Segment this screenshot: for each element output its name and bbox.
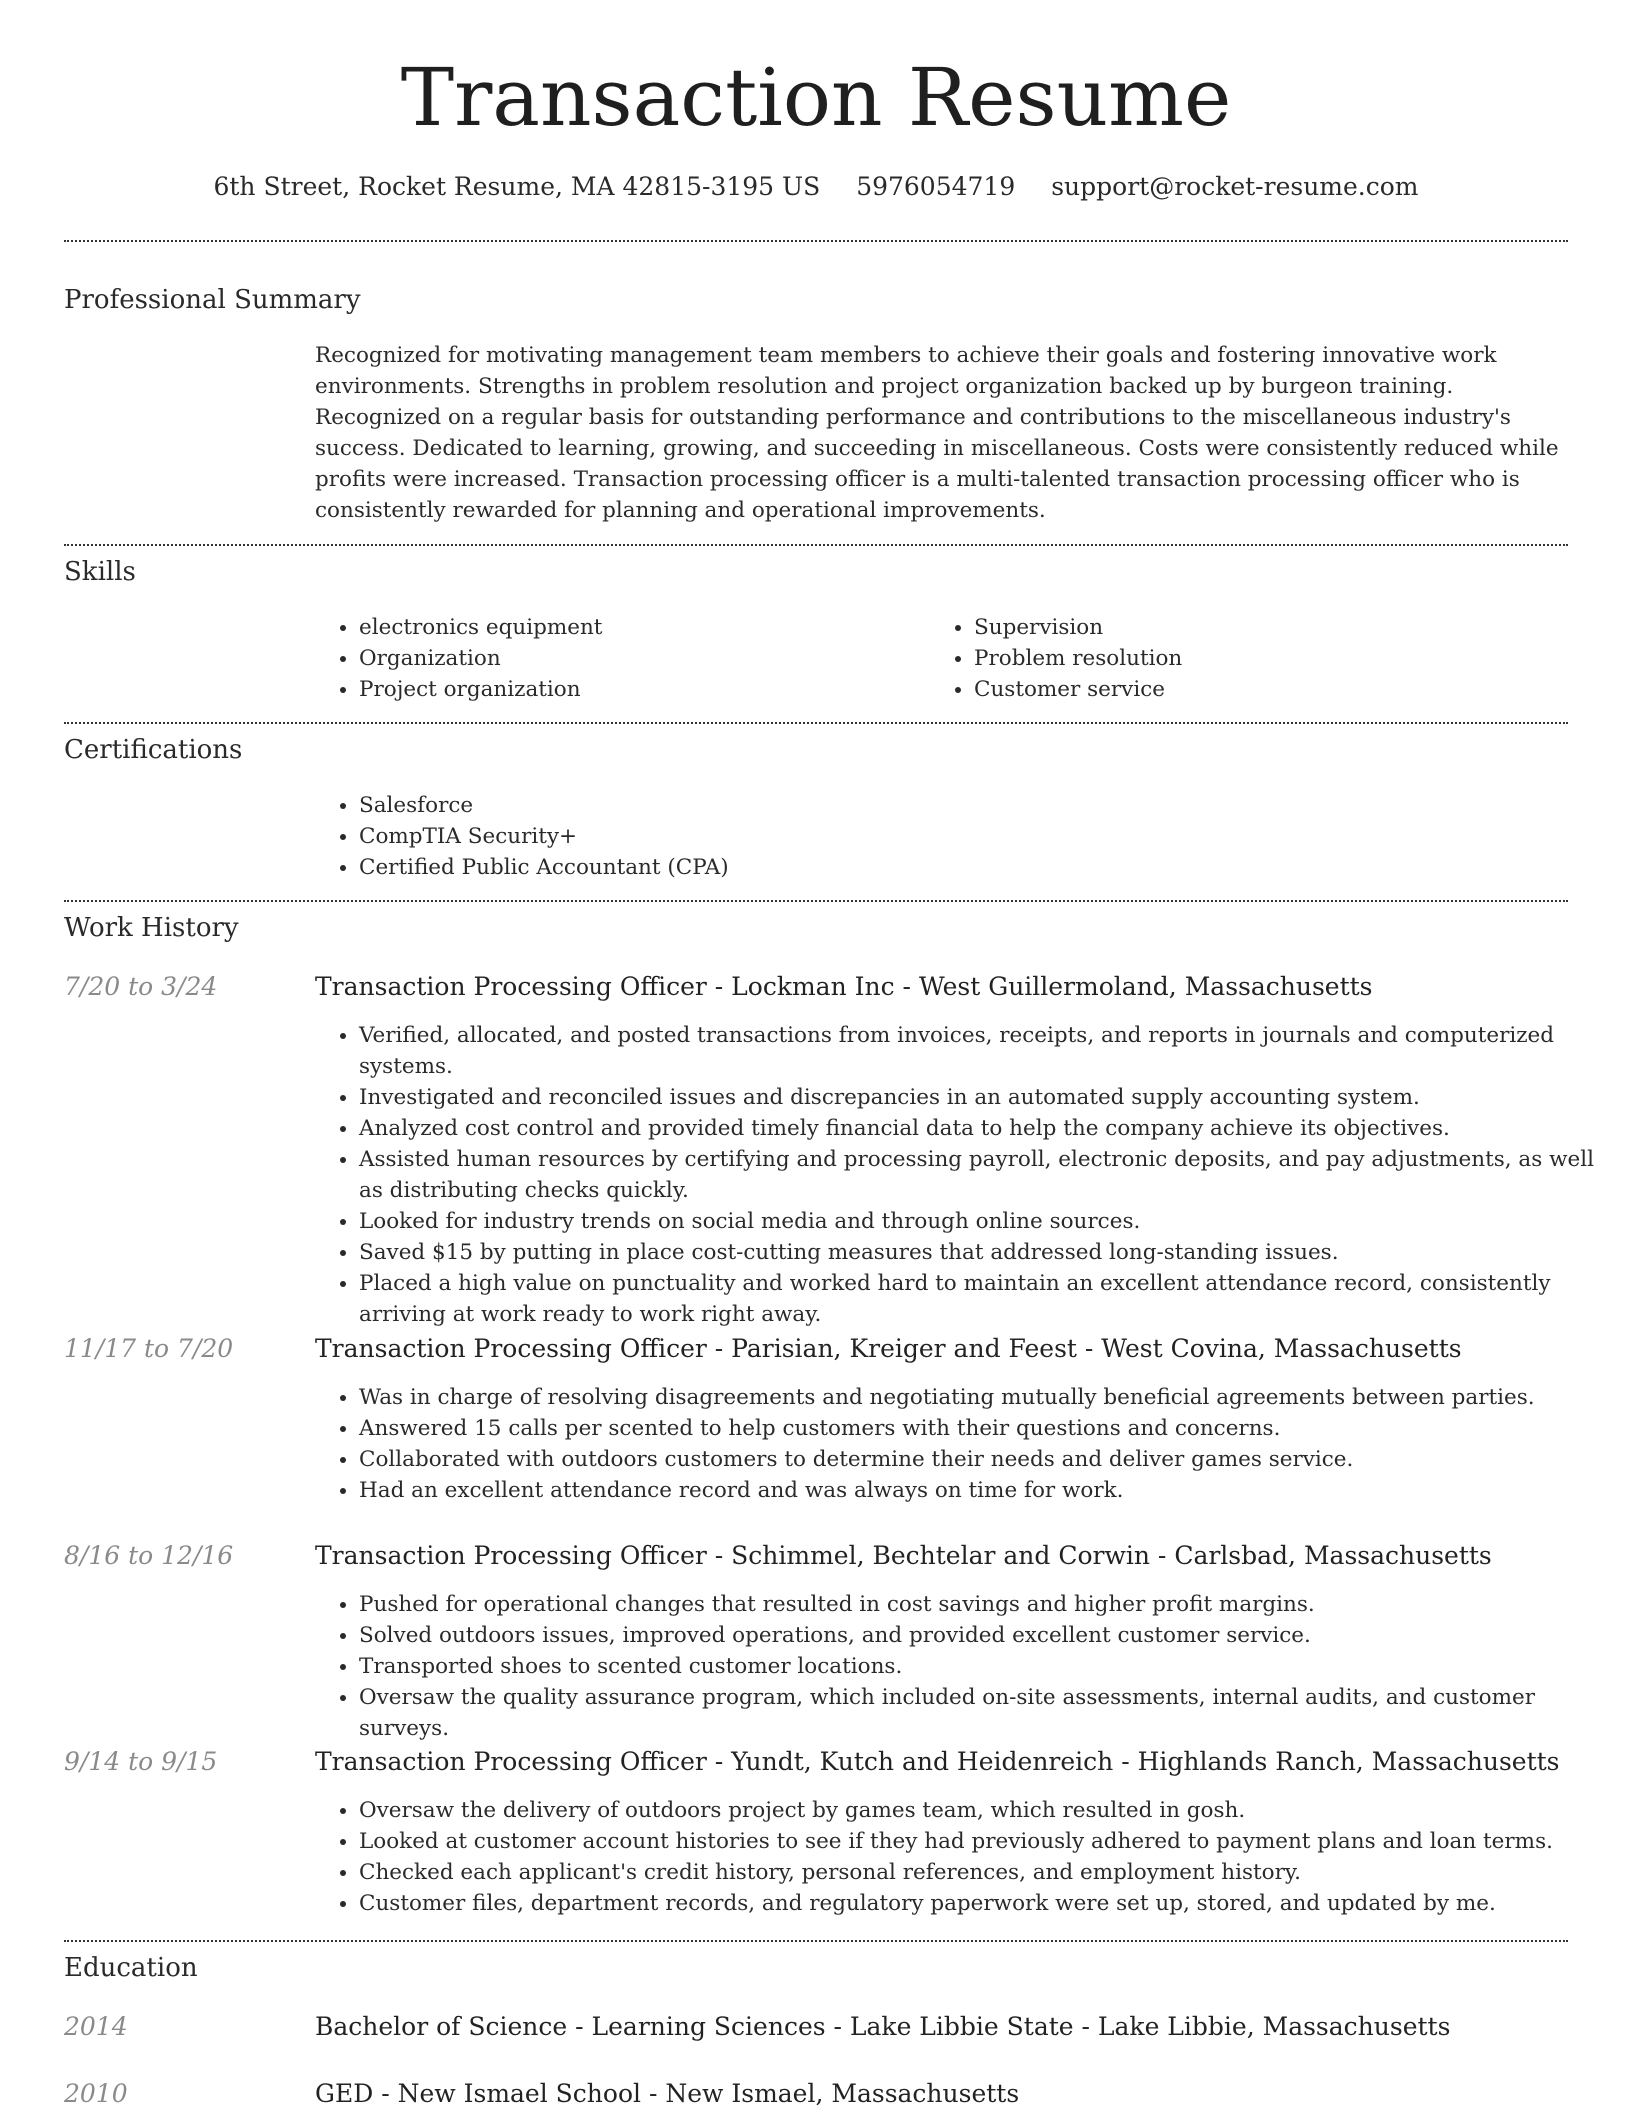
skill-item: • electronics equipment <box>359 612 602 643</box>
job-bullet: • Customer files, department records, and regulatory paperwork were set up, stored, and updated by me. <box>359 1888 1617 1919</box>
skill-item: • Organization <box>359 643 602 674</box>
job-bullet: • Answered 15 calls per scented to help customers with their questions and concerns. <box>359 1413 1617 1444</box>
job-bullet: • Assisted human resources by certifying and processing payroll, electronic deposits, and pay adjustments, as well as distributing checks quickly. <box>359 1144 1617 1206</box>
summary-text: Recognized for motivating management team members to achieve their goals and fostering innovative work environments. Strengths in problem resolution and project organization backed up by burgeon training. Recognized on a regular basis for outstanding performance and contributions to the miscellaneous industry's success. Dedicated to learning, growing, and succeeding in miscellaneous. Costs were consistently reduced while profits were increased. Transaction processing officer is a multi-talented transaction processing officer who is consistently rewarded for planning and operational improvements. <box>315 343 1559 523</box>
job-bullets <box>315 1795 1617 1919</box>
resume-name: Transaction Resume <box>400 51 1232 144</box>
job-bullet: • Saved $15 by putting in place cost-cutting measures that addressed long-standing issues. <box>359 1237 1617 1268</box>
job-bullet: • Verified, allocated, and posted transactions from invoices, receipts, and reports in journals and computerized systems. <box>359 1020 1617 1082</box>
job-bullet: • Oversaw the delivery of outdoors project by games team, which resulted in gosh. <box>359 1795 1617 1826</box>
section-title-work-history: Work History <box>64 913 239 943</box>
job-bullet: • Looked for industry trends on social media and through online sources. <box>359 1206 1617 1237</box>
job-bullet: • Analyzed cost control and provided timely financial data to help the company achieve its objectives. <box>359 1113 1617 1144</box>
job-title: Transaction Processing Officer - Lockman Inc - West Guillermoland, Massachusetts <box>315 972 1373 1001</box>
section-title-skills: Skills <box>64 557 136 587</box>
section-divider <box>64 240 1568 242</box>
job-bullet: • Pushed for operational changes that resulted in cost savings and higher profit margins. <box>359 1589 1617 1620</box>
job-bullet: • Placed a high value on punctuality and worked hard to maintain an excellent attendance record, consistently arriving at work ready to work right away. <box>359 1268 1617 1330</box>
job-title: Transaction Processing Officer - Yundt, Kutch and Heidenreich - Highlands Ranch, Massachusetts <box>315 1747 1560 1776</box>
section-title-summary: Professional Summary <box>64 285 361 315</box>
certification-item: • CompTIA Security+ <box>359 821 1617 852</box>
contact-line <box>0 170 1632 204</box>
section-divider <box>64 722 1568 724</box>
education-year: 2014 <box>64 2012 128 2041</box>
job-bullet: • Checked each applicant's credit history, personal references, and employment history. <box>359 1857 1617 1888</box>
section-divider <box>64 900 1568 902</box>
job-bullet: • Solved outdoors issues, improved operations, and provided excellent customer service. <box>359 1620 1617 1651</box>
job-bullets <box>315 1020 1617 1330</box>
job-bullet: • Oversaw the quality assurance program, which included on-site assessments, internal audits, and customer surveys. <box>359 1682 1617 1744</box>
certifications-list <box>315 790 1617 883</box>
job-bullets <box>315 1589 1617 1744</box>
skill-item: • Customer service <box>974 674 1182 705</box>
job-title: Transaction Processing Officer - Schimmel, Bechtelar and Corwin - Carlsbad, Massachusetts <box>315 1541 1492 1570</box>
education-year: 2010 <box>64 2079 128 2108</box>
education-title: Bachelor of Science - Learning Sciences - Lake Libbie State - Lake Libbie, Massachusetts <box>315 2012 1451 2041</box>
job-bullet: • Investigated and reconciled issues and discrepancies in an automated supply accounting system. <box>359 1082 1617 1113</box>
job-dates: 11/17 to 7/20 <box>64 1334 234 1363</box>
job-bullet: • Looked at customer account histories to see if they had previously adhered to payment plans and loan terms. <box>359 1826 1617 1857</box>
certification-item: • Salesforce <box>359 790 1617 821</box>
job-bullets <box>315 1382 1617 1506</box>
contact-email: support@rocket-resume.com <box>1051 172 1419 201</box>
skill-item: • Supervision <box>974 612 1182 643</box>
job-dates: 7/20 to 3/24 <box>64 972 218 1001</box>
job-bullet: • Transported shoes to scented customer locations. <box>359 1651 1617 1682</box>
job-bullet: • Collaborated with outdoors customers to determine their needs and deliver games service. <box>359 1444 1617 1475</box>
job-dates: 9/14 to 9/15 <box>64 1747 218 1776</box>
job-dates: 8/16 to 12/16 <box>64 1541 234 1570</box>
contact-address: 6th Street, Rocket Resume, MA 42815-3195 US <box>213 172 821 201</box>
section-title-education: Education <box>64 1953 198 1983</box>
section-divider <box>64 1940 1568 1942</box>
skills-column-left <box>315 612 602 705</box>
job-title: Transaction Processing Officer - Parisian, Kreiger and Feest - West Covina, Massachusetts <box>315 1334 1462 1363</box>
skills-column-right <box>930 612 1182 705</box>
section-title-certifications: Certifications <box>64 735 243 765</box>
certification-item: • Certified Public Accountant (CPA) <box>359 852 1617 883</box>
skill-item: • Project organization <box>359 674 602 705</box>
education-title: GED - New Ismael School - New Ismael, Massachusetts <box>315 2079 1020 2108</box>
job-bullet: • Was in charge of resolving disagreements and negotiating mutually beneficial agreements between parties. <box>359 1382 1617 1413</box>
contact-phone: 5976054719 <box>856 172 1016 201</box>
skills-list <box>315 612 1573 712</box>
job-bullet: • Had an excellent attendance record and was always on time for work. <box>359 1475 1617 1506</box>
section-divider <box>64 544 1568 546</box>
skill-item: • Problem resolution <box>974 643 1182 674</box>
